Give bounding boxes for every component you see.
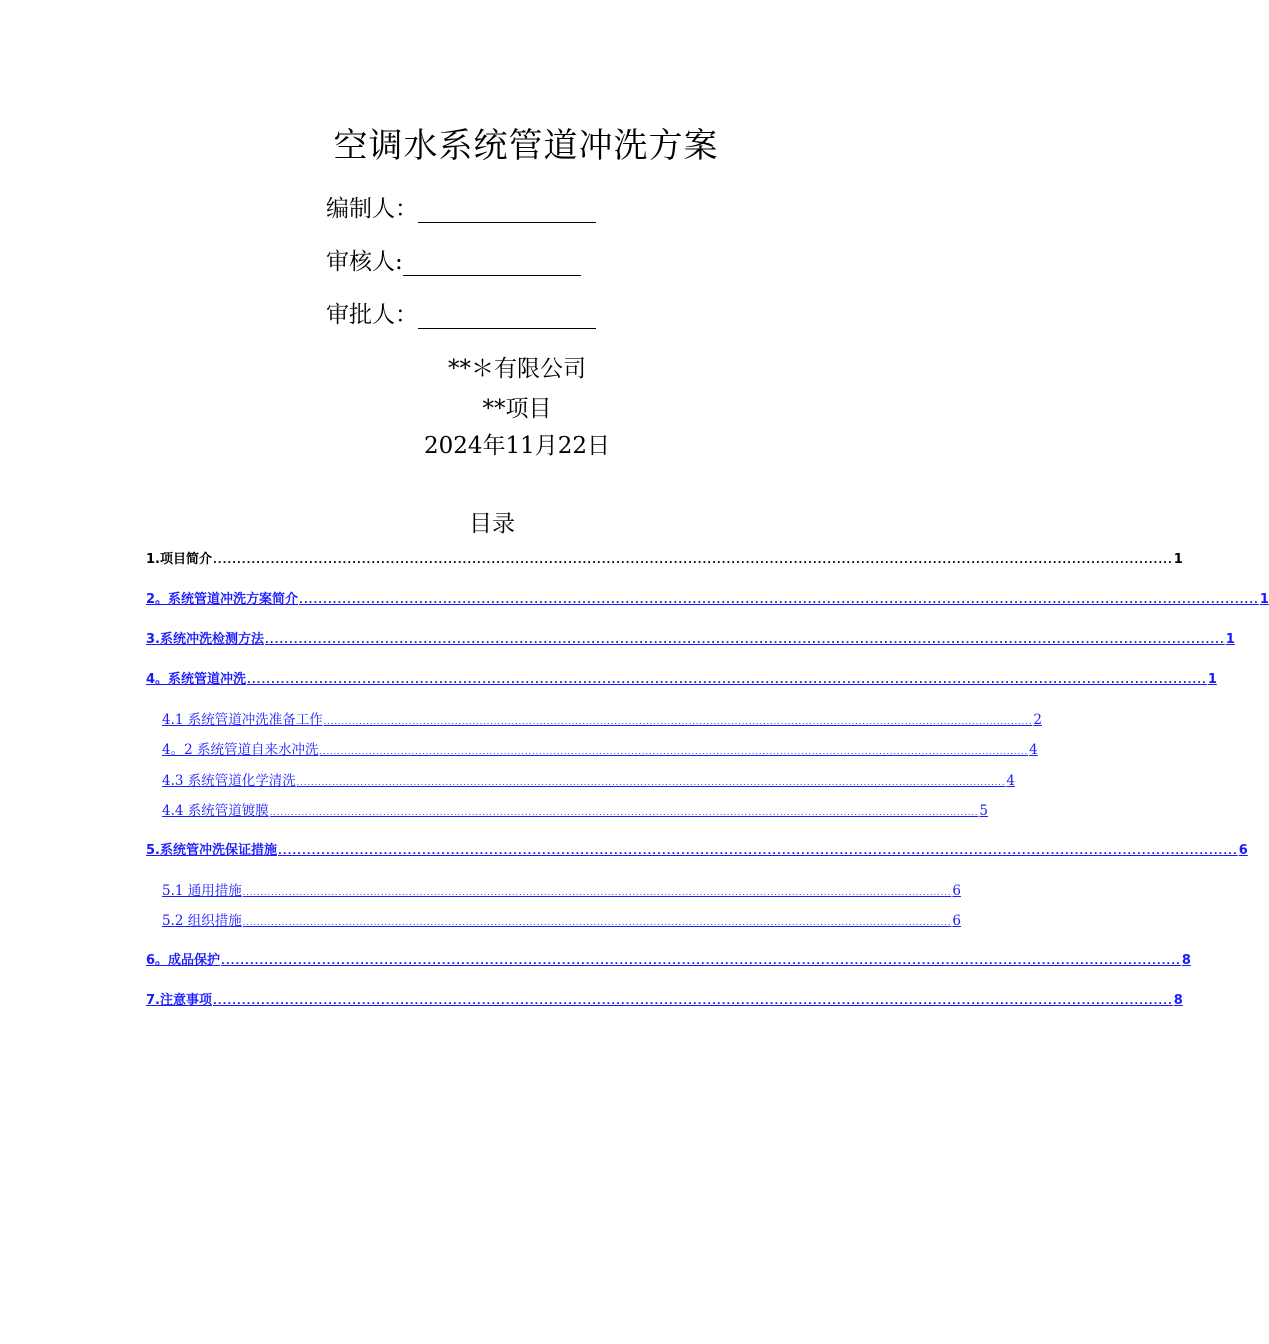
toc-entry-page: 8 [1181,953,1191,968]
toc-entry-page: 6 [1238,843,1248,858]
toc-entry-label: 4。2 系统管道自来水冲洗 [162,742,319,758]
toc-entry-page: 5 [979,803,988,819]
toc-dot-leader: ........................................................................................................................................................................................................ [212,555,1173,566]
preparer-signature-line [418,198,596,223]
toc-dot-leader: ........................................................................................................................................................................................................ [242,888,952,897]
toc-entry-4-4[interactable] [162,803,988,821]
toc-entry-5-1[interactable] [162,883,961,901]
toc-entry-label: 6。成品保护 [146,953,221,968]
signature-row-preparer [326,190,596,223]
toc-entry-page: 4 [1029,742,1038,758]
document-title: 空调水系统管道冲洗方案 [333,126,719,166]
toc-entry-page: 8 [1173,993,1183,1008]
toc-entry-6[interactable] [146,953,1191,970]
toc-entry-label: 1.项目简介 [146,552,212,567]
toc-entry-page: 2 [1033,712,1042,728]
toc-entry-4-1[interactable] [162,712,1042,730]
toc-entry-2[interactable] [146,592,1269,609]
toc-entry-4-3[interactable] [162,773,1015,791]
toc-dot-leader: ........................................................................................................................................................................................................ [296,778,1006,787]
toc-entry-page: 6 [952,883,961,899]
toc-dot-leader: ........................................................................................................................................................................................................ [319,747,1029,756]
toc-entry-4[interactable] [146,672,1217,689]
approver-signature-line [418,304,596,329]
signature-row-approver [326,296,596,329]
toc-entry-page: 1 [1259,592,1269,607]
toc-entry-page: 1 [1225,632,1235,647]
toc-entry-4-2[interactable] [162,742,1038,760]
signature-row-reviewer [326,243,581,276]
toc-dot-leader: ........................................................................................................................................................................................................ [277,846,1238,857]
toc-entry-label: 2。系统管道冲洗方案简介 [146,592,299,607]
toc-entry-label: 5.2 组织措施 [162,913,242,929]
toc-entry-label: 4。系统管道冲洗 [146,672,247,687]
toc-entry-label: 3.系统冲洗检测方法 [146,632,264,647]
toc-entry-7[interactable] [146,993,1183,1010]
toc-entry-1[interactable] [146,552,1183,569]
toc-entry-label: 4.3 系统管道化学清洗 [162,773,296,789]
toc-heading: 目录 [469,511,515,537]
toc-entry-label: 5.系统管冲洗保证措施 [146,843,277,858]
toc-dot-leader: ........................................................................................................................................................................................................ [242,918,952,927]
toc-dot-leader: ........................................................................................................................................................................................................ [212,996,1173,1007]
toc-entry-5-2[interactable] [162,913,961,931]
approver-label: 审批人： [326,302,418,328]
toc-dot-leader: ........................................................................................................................................................................................................ [299,595,1259,606]
toc-entry-label: 7.注意事项 [146,993,212,1008]
toc-entry-page: 1 [1207,672,1217,687]
toc-entry-5[interactable] [146,843,1248,860]
toc-dot-leader: ........................................................................................................................................................................................................ [247,675,1207,686]
toc-dot-leader: ........................................................................................................................................................................................................ [269,808,979,817]
toc-dot-leader: ........................................................................................................................................................................................................ [323,717,1033,726]
toc-entry-page: 6 [952,913,961,929]
toc-entry-page: 4 [1006,773,1015,789]
toc-entry-page: 1 [1173,552,1183,567]
project-name: **项目 [482,396,552,422]
preparer-label: 编制人： [326,196,418,222]
toc-entry-label: 5.1 通用措施 [162,883,242,899]
toc-entry-label: 4.1 系统管道冲洗准备工作 [162,712,323,728]
toc-dot-leader: ........................................................................................................................................................................................................ [221,956,1181,967]
toc-dot-leader: ........................................................................................................................................................................................................ [264,635,1225,646]
toc-entry-label: 4.4 系统管道镀膜 [162,803,269,819]
toc-entry-3[interactable] [146,632,1235,649]
company-name: **＊有限公司 [448,356,586,382]
reviewer-label: 审核人: [326,249,403,275]
document-date: 2024年11月22日 [423,433,611,459]
reviewer-signature-line [403,251,581,276]
